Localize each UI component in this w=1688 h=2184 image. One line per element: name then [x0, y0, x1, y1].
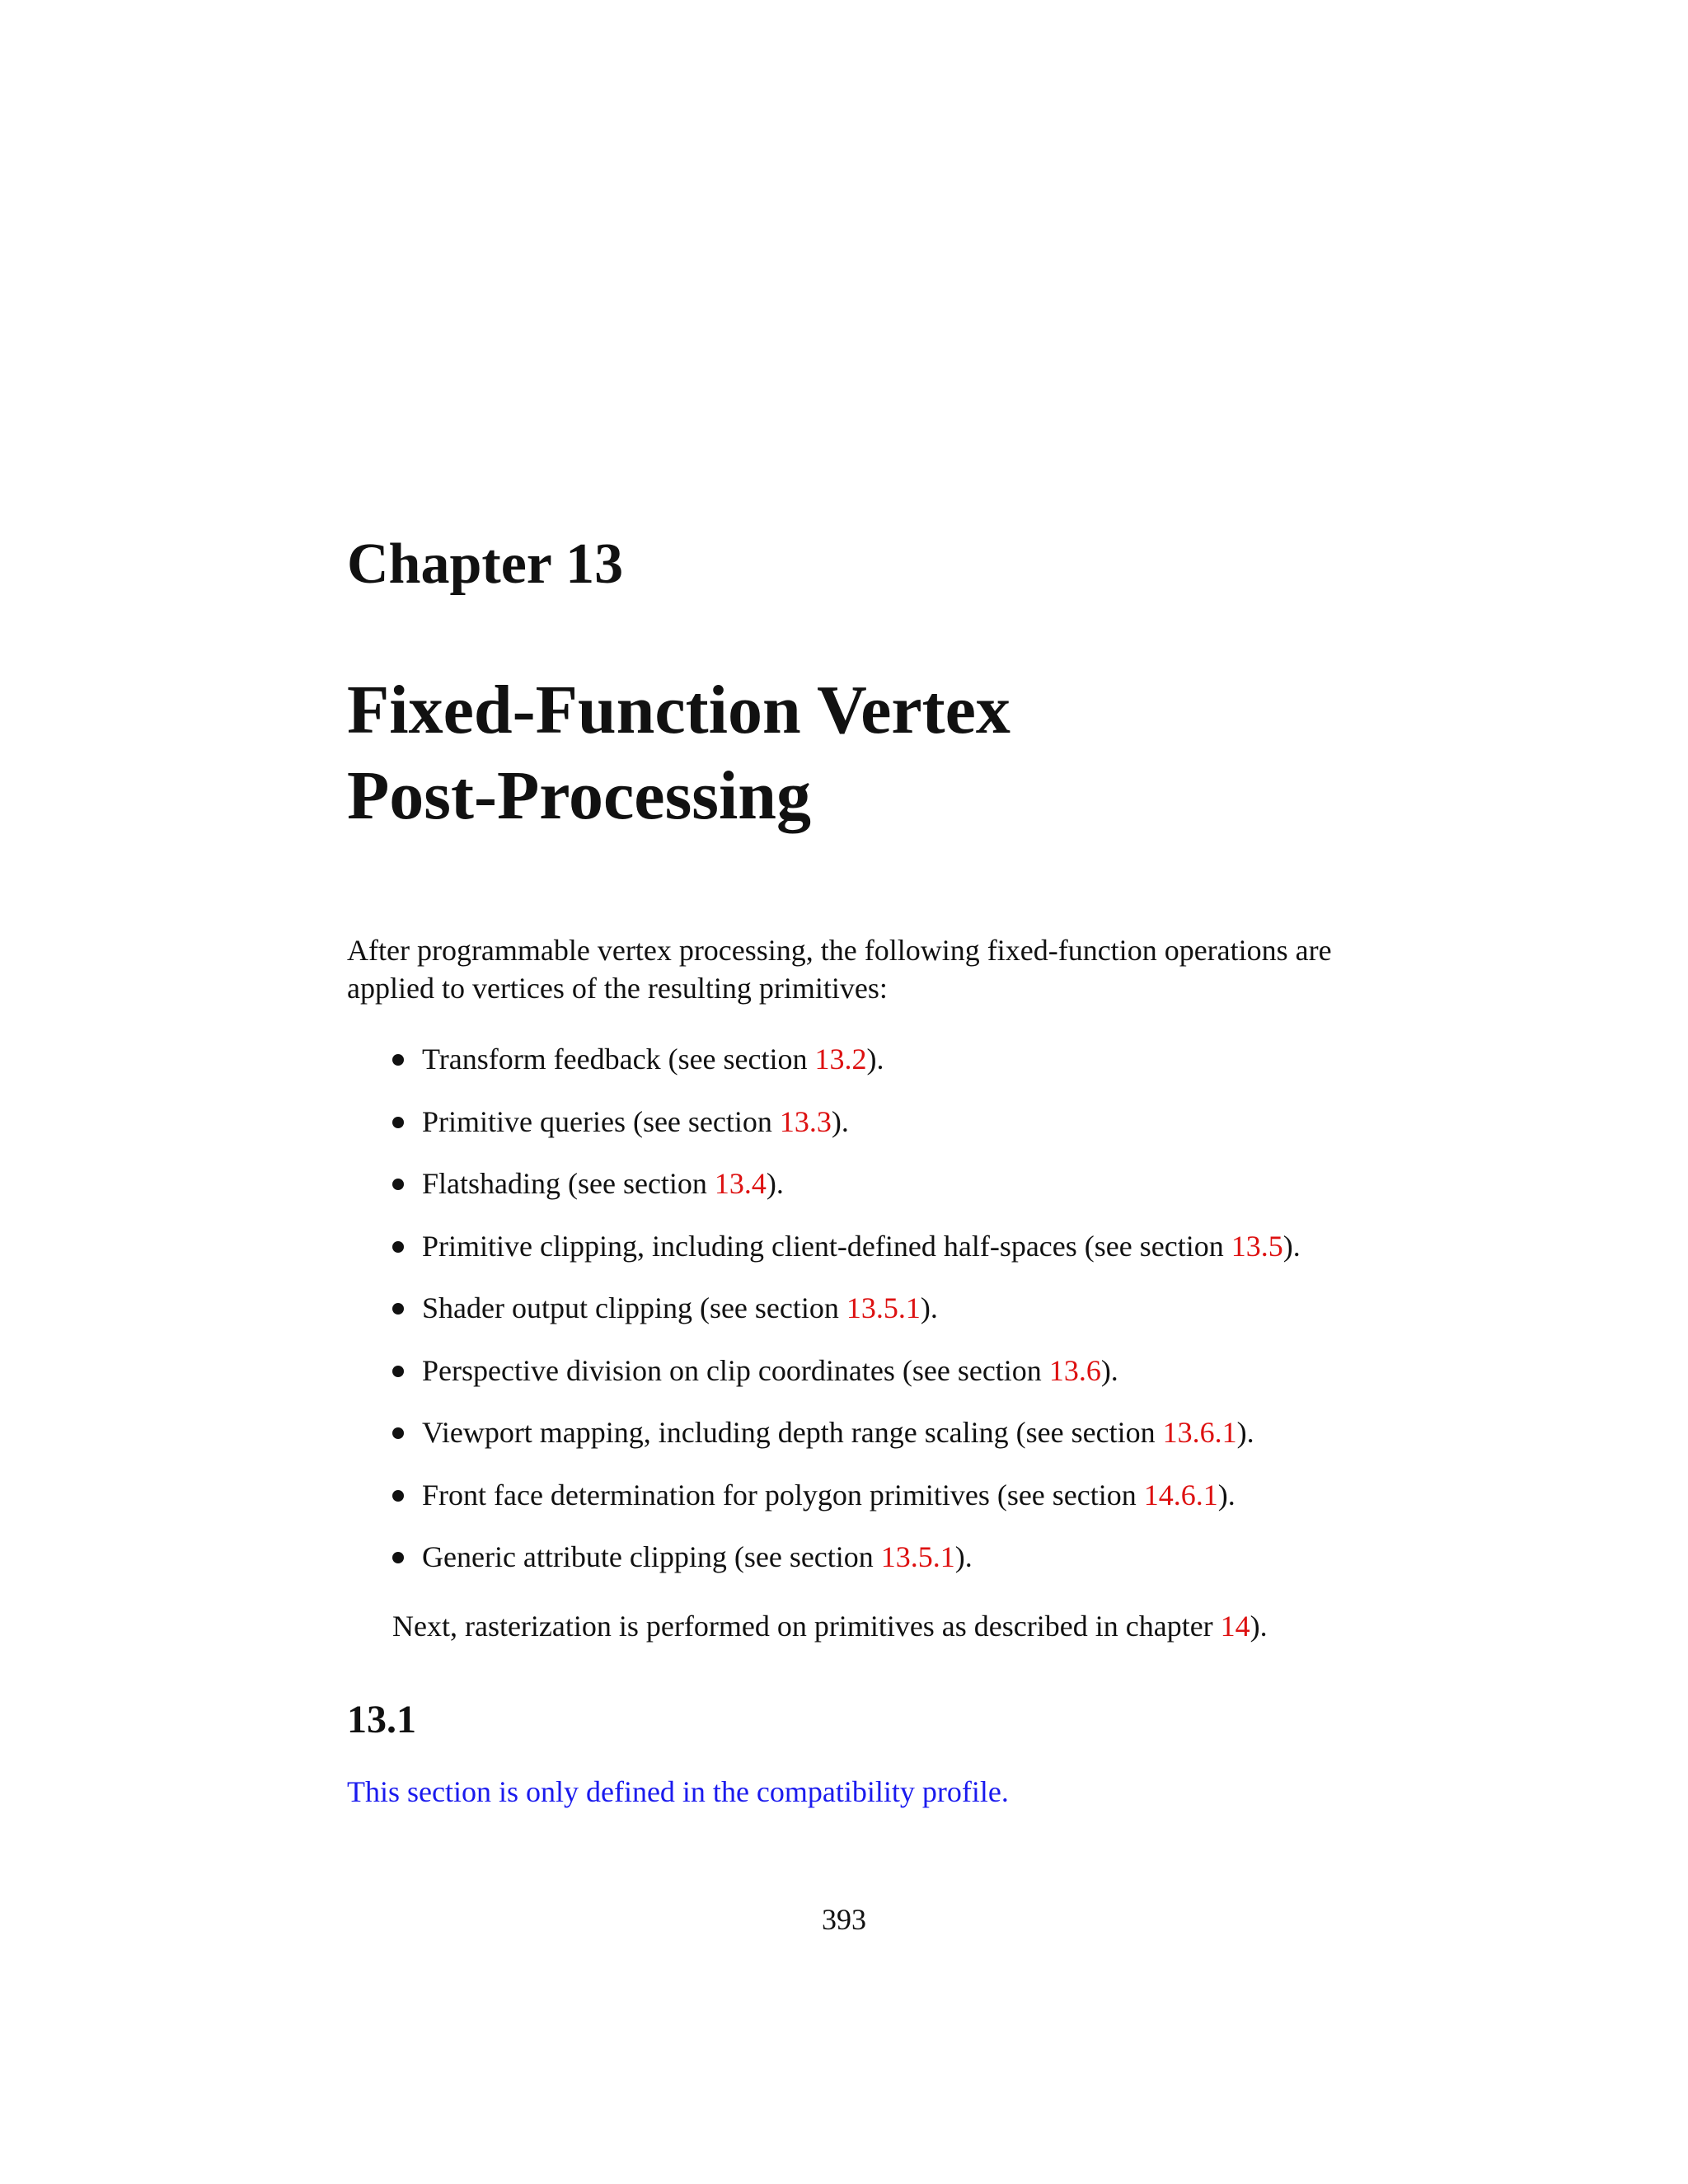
chapter-title-line-2: Post-Processing [347, 757, 812, 834]
chapter-reference-link[interactable]: 14 [1220, 1610, 1250, 1643]
section-reference-link[interactable]: 13.5 [1231, 1229, 1283, 1263]
list-item-suffix: ). [1100, 1353, 1118, 1387]
section-reference-link[interactable]: 13.6.1 [1162, 1416, 1237, 1449]
list-item-suffix: ). [954, 1540, 973, 1573]
list-item [392, 1352, 1301, 1390]
list-item-text: Flatshading (see section [422, 1167, 715, 1200]
list-item-text: Primitive clipping, including client-defined half-spaces (see section [422, 1229, 1231, 1263]
list-item-text: Generic attribute clipping (see section [422, 1540, 881, 1573]
list-item-suffix: ). [866, 1043, 884, 1076]
list-item-text: Primitive queries (see section [422, 1104, 780, 1138]
list-item-suffix: ). [1282, 1229, 1301, 1263]
intro-line-1: After programmable vertex processing, the following fixed-function operations are [347, 934, 1332, 967]
list-item-text: Front face determination for polygon primitives (see section [422, 1478, 1144, 1511]
list-item-text: Transform feedback (see section [422, 1043, 815, 1076]
list-item [392, 1103, 1301, 1141]
chapter-title-line-1: Fixed-Function Vertex [347, 672, 1010, 748]
rasterization-paragraph [392, 1607, 1268, 1645]
page-number: 393 [822, 1903, 866, 1936]
list-item-suffix: ). [1217, 1478, 1236, 1511]
list-item [392, 1165, 1301, 1202]
section-reference-link[interactable]: 13.5.1 [846, 1291, 921, 1324]
list-item [392, 1538, 1301, 1576]
section-heading: 13.1 [347, 1698, 416, 1741]
list-item [392, 1289, 1301, 1327]
section-reference-link[interactable]: 14.6.1 [1143, 1478, 1218, 1511]
rasterization-suffix: ). [1250, 1610, 1268, 1643]
section-reference-link[interactable]: 13.5.1 [880, 1540, 955, 1573]
bullet-icon [392, 1179, 404, 1190]
list-item-suffix: ). [920, 1291, 938, 1324]
intro-line-2: applied to vertices of the resulting primitives: [347, 972, 888, 1005]
list-item [392, 1227, 1301, 1265]
intro-paragraph [347, 931, 1377, 1007]
section-reference-link[interactable]: 13.2 [814, 1043, 867, 1076]
list-item [392, 1040, 1301, 1078]
list-item [392, 1476, 1301, 1514]
bullet-icon [392, 1490, 404, 1502]
list-item-text: Shader output clipping (see section [422, 1291, 846, 1324]
list-item-suffix: ). [831, 1104, 849, 1138]
bullet-icon [392, 1303, 404, 1315]
bullet-icon [392, 1366, 404, 1377]
section-reference-link[interactable]: 13.6 [1048, 1353, 1101, 1387]
rasterization-text: Next, rasterization is performed on primitives as described in chapter [392, 1610, 1221, 1643]
operations-list [392, 1040, 1301, 1601]
section-reference-link[interactable]: 13.3 [779, 1104, 832, 1138]
list-item [392, 1413, 1301, 1451]
list-item-text: Viewport mapping, including depth range scaling (see section [422, 1416, 1163, 1449]
section-reference-link[interactable]: 13.4 [714, 1167, 767, 1200]
chapter-title [347, 668, 1010, 839]
bullet-icon [392, 1552, 404, 1563]
list-item-suffix: ). [1236, 1416, 1254, 1449]
list-item-text: Perspective division on clip coordinates (see section [422, 1353, 1049, 1387]
bullet-icon [392, 1241, 404, 1253]
chapter-label: Chapter 13 [347, 532, 624, 596]
list-item-suffix: ). [766, 1167, 784, 1200]
bullet-icon [392, 1427, 404, 1439]
bullet-icon [392, 1117, 404, 1128]
compatibility-profile-note[interactable]: This section is only defined in the compatibility profile. [347, 1775, 1009, 1808]
bullet-icon [392, 1054, 404, 1066]
